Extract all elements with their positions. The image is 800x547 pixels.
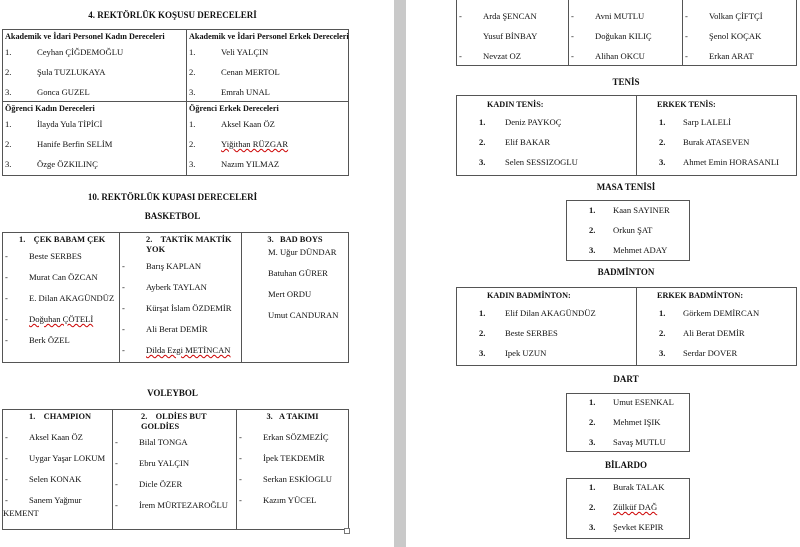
- rank-number: 1.: [659, 308, 666, 318]
- athlete-name: Hanife Berfin SELİM: [37, 139, 113, 149]
- team-rank: 1.: [19, 235, 26, 244]
- volleyball-table: [2, 409, 349, 530]
- list-dash: -: [5, 474, 8, 484]
- left-page: [0, 0, 394, 547]
- rank-number: 2.: [479, 328, 486, 338]
- billiards-table: [566, 478, 690, 539]
- player-name: Selen KONAK: [29, 474, 82, 484]
- list-dash: -: [122, 282, 125, 292]
- rank-number: 1.: [5, 119, 12, 129]
- player-name: Doğukan KILIÇ: [595, 31, 652, 41]
- list-dash: -: [115, 458, 118, 468]
- rank-number: 3.: [5, 87, 12, 97]
- athlete-name: Umut ESENKAL: [613, 397, 674, 407]
- athlete-name: Elif Dilan AKAGÜNDÜZ: [505, 308, 596, 318]
- list-dash: -: [115, 500, 118, 510]
- player-name: Batuhan GÜRER: [268, 268, 328, 278]
- badminton-men-header: ERKEK BADMİNTON:: [657, 291, 744, 300]
- player-name: Alihan OKCU: [595, 51, 645, 61]
- player-name: Uygar Yaşar LOKUM: [29, 453, 106, 463]
- rector-run-table: [2, 29, 349, 176]
- list-dash: -: [5, 432, 8, 442]
- player-name: Barış KAPLAN: [146, 261, 202, 271]
- list-dash: -: [5, 335, 8, 345]
- player-name: Murat Can ÖZCAN: [29, 272, 98, 282]
- team-rank: 2.: [146, 235, 153, 244]
- volleyball-team-3: [237, 410, 349, 530]
- rank-number: 3.: [659, 157, 666, 167]
- badminton-table: [456, 287, 797, 366]
- rank-number: 2.: [659, 137, 666, 147]
- rank-number: 1.: [5, 47, 12, 57]
- rank-number: 3.: [589, 245, 596, 255]
- player-name: Volkan ÇİFTÇİ: [709, 11, 763, 21]
- list-dash: -: [5, 495, 8, 505]
- run-block-header: Öğrenci Erkek Dereceleri: [189, 104, 279, 113]
- player-name: Kazım YÜCEL: [263, 495, 317, 505]
- athlete-name: Mehmet IŞIK: [613, 417, 661, 427]
- list-dash: -: [122, 261, 125, 271]
- dart-results: [567, 394, 690, 452]
- athlete-name: İlayda Yula TİPİCİ: [37, 119, 103, 129]
- athlete-name: Deniz PAYKOÇ: [505, 117, 562, 127]
- run-block-staff-women: [3, 30, 187, 102]
- badminton-women: [457, 288, 637, 366]
- athlete-name: Ceyhan ÇİĞDEMOĞLU: [37, 47, 124, 57]
- athlete-name: Ali Berat DEMİR: [683, 328, 745, 338]
- run-block-header: Öğrenci Kadın Dereceleri: [5, 104, 95, 113]
- player-name: Nevzat OZ: [483, 51, 521, 61]
- athlete-name: Ahmet Emin HORASANLI: [683, 157, 779, 167]
- player-name: Sanem Yağmur: [29, 495, 82, 505]
- rank-number: 1.: [189, 47, 196, 57]
- rank-number: 1.: [479, 308, 486, 318]
- continued-team-table: [456, 0, 797, 66]
- athlete-name: Zülküf DAĞ: [613, 502, 658, 512]
- badminton-women-header: KADIN BADMİNTON:: [487, 291, 571, 300]
- list-dash: -: [122, 324, 125, 334]
- list-dash: -: [239, 432, 242, 442]
- continued-col-1: [457, 0, 569, 66]
- player-name: İpek TEKDEMİR: [263, 453, 325, 463]
- tennis-table: [456, 95, 797, 176]
- basketball-title: BASKETBOL: [144, 211, 201, 221]
- badminton-title: BADMİNTON: [597, 267, 655, 277]
- team-name: A TAKIMI: [279, 412, 319, 421]
- rank-number: 2.: [589, 502, 596, 512]
- player-name: Erkan ARAT: [709, 51, 754, 61]
- athlete-name: Orkun ŞAT: [613, 225, 653, 235]
- player-name: Arda ŞENCAN: [483, 11, 537, 21]
- right-page: [406, 0, 800, 547]
- badminton-men: [637, 288, 797, 366]
- cup-title: 10. REKTÖRLÜK KUPASI DERECELERİ: [87, 192, 258, 202]
- player-name: Umut CANDURAN: [268, 310, 339, 320]
- player-name: E. Dilan AKAGÜNDÜZ: [29, 293, 115, 303]
- list-dash: -: [115, 479, 118, 489]
- athlete-name: Aksel Kaan ÖZ: [221, 119, 275, 129]
- player-name: Bilal TONGA: [139, 437, 188, 447]
- rank-number: 2.: [589, 417, 596, 427]
- player-name: Yusuf BİNBAY: [483, 31, 538, 41]
- volleyball-team-2: [113, 410, 237, 530]
- list-dash: -: [5, 314, 8, 324]
- player-name: Doğuhan ÇÖTELİ: [29, 314, 94, 324]
- rank-number: 2.: [479, 137, 486, 147]
- rank-number: 1.: [479, 117, 486, 127]
- list-dash: -: [685, 31, 688, 41]
- rank-number: 1.: [589, 205, 596, 215]
- tennis-men-header: ERKEK TENİS:: [657, 100, 716, 109]
- list-dash: -: [571, 51, 574, 61]
- rank-number: 2.: [189, 139, 196, 149]
- table-tennis-results: [567, 201, 690, 261]
- rank-number: 3.: [479, 157, 486, 167]
- list-dash: -: [571, 11, 574, 21]
- rank-number: 2.: [659, 328, 666, 338]
- rank-number: 3.: [189, 159, 196, 169]
- athlete-name: Elif BAKAR: [505, 137, 551, 147]
- athlete-name: Burak TALAK: [613, 482, 665, 492]
- player-name: Kürşat İslam ÖZDEMİR: [146, 303, 232, 313]
- basketball-team-1: [3, 233, 120, 363]
- run-block-staff-men: [187, 30, 349, 102]
- table-resize-handle[interactable]: [344, 528, 350, 534]
- team-name: CHAMPION: [43, 412, 92, 421]
- volleyball-title: VOLEYBOL: [147, 388, 198, 398]
- team-rank: 3.: [266, 412, 273, 421]
- athlete-name: Beste SERBES: [505, 328, 558, 338]
- list-dash: -: [239, 474, 242, 484]
- player-name: Ayberk TAYLAN: [146, 282, 207, 292]
- athlete-name: Mehmet ADAY: [613, 245, 668, 255]
- dart-title: DART: [613, 374, 639, 384]
- billiards-title: BİLARDO: [604, 460, 647, 470]
- basketball-table: [2, 232, 349, 363]
- athlete-name: Ipek UZUN: [505, 348, 547, 358]
- list-dash: -: [5, 293, 8, 303]
- list-dash: -: [122, 303, 125, 313]
- continued-col-3: [683, 0, 797, 66]
- tennis-men: [637, 96, 797, 176]
- billiards-results: [567, 479, 690, 539]
- athlete-name: Emrah UNAL: [221, 87, 270, 97]
- athlete-name: Gonca GUZEL: [37, 87, 90, 97]
- tennis-women-header: KADIN TENİS:: [487, 100, 544, 109]
- list-dash: -: [115, 437, 118, 447]
- run-block-student-women: [3, 102, 187, 176]
- player-name: İrem MÜRTEZAROĞLU: [139, 500, 228, 510]
- player-name: Aksel Kaan ÖZ: [29, 432, 83, 442]
- team-name: TAKTİK MAKTİK YOK: [146, 235, 232, 254]
- list-dash: -: [5, 453, 8, 463]
- table-tennis-table: [566, 200, 690, 261]
- athlete-name: Veli YALÇIN: [221, 47, 269, 57]
- table-tennis-title: MASA TENİSİ: [596, 182, 656, 192]
- athlete-name: Burak ATASEVEN: [683, 137, 750, 147]
- player-name: Dicle ÖZER: [139, 479, 183, 489]
- rank-number: 1.: [589, 482, 596, 492]
- athlete-name: Serdar DOVER: [683, 348, 738, 358]
- athlete-name: Cenan MERTOL: [221, 67, 280, 77]
- team-name: BAD BOYS: [279, 235, 323, 244]
- rank-number: 2.: [589, 225, 596, 235]
- team-name: OLDİES BUT GOLDİES: [141, 412, 207, 431]
- rank-number: 2.: [189, 67, 196, 77]
- athlete-name: Şula TUZLUKAYA: [37, 67, 106, 77]
- player-name: Avni MUTLU: [595, 11, 645, 21]
- dart-table: [566, 393, 690, 452]
- basketball-team-2: [120, 233, 242, 363]
- list-dash: -: [571, 31, 574, 41]
- list-dash: -: [122, 345, 125, 355]
- continued-col-2: [569, 0, 683, 66]
- list-dash: -: [685, 11, 688, 21]
- athlete-name: Selen SESSIZOGLU: [505, 157, 578, 167]
- athlete-name: Görkem DEMİRCAN: [683, 308, 760, 318]
- athlete-name: Kaan SAYINER: [613, 205, 670, 215]
- run-block-header: Akademik ve İdari Personel Erkek Dereceleri: [189, 32, 349, 41]
- player-name: Dilda Ezgi METİNCAN: [146, 345, 231, 355]
- athlete-name: Şevket KEPIR: [613, 522, 664, 532]
- rank-number: 2.: [5, 139, 12, 149]
- athlete-name: Sarp LALELİ: [683, 117, 731, 127]
- list-dash: -: [459, 11, 462, 21]
- list-dash: -: [459, 51, 462, 61]
- rank-number: 3.: [589, 522, 596, 532]
- player-name: Ali Berat DEMİR: [146, 324, 208, 334]
- run-block-header: Akademik ve İdari Personel Kadın Dereceleri: [5, 32, 165, 41]
- team-name: ÇEK BABAM ÇEK: [33, 235, 106, 244]
- run-block-student-men: [187, 102, 349, 176]
- list-dash: -: [239, 453, 242, 463]
- rank-number: 3.: [5, 159, 12, 169]
- list-dash: -: [239, 495, 242, 505]
- player-name: Beste SERBES: [29, 251, 82, 261]
- basketball-team-3: [242, 233, 349, 363]
- list-dash: -: [5, 251, 8, 261]
- rank-number: 3.: [589, 437, 596, 447]
- player-name: M. Uğur DÜNDAR: [268, 247, 337, 257]
- tennis-title: TENİS: [612, 77, 640, 87]
- player-name: Ebru YALÇIN: [139, 458, 190, 468]
- rank-number: 3.: [659, 348, 666, 358]
- athlete-name: Özge ÖZKILINÇ: [37, 159, 98, 169]
- rank-number: 1.: [659, 117, 666, 127]
- rank-number: 3.: [479, 348, 486, 358]
- rank-number: 3.: [189, 87, 196, 97]
- player-name: Şenol KOÇAK: [709, 31, 762, 41]
- player-name: Serkan ESKİOGLU: [263, 474, 332, 484]
- rank-number: 2.: [5, 67, 12, 77]
- athlete-name: Yiğithan RÜZGAR: [221, 139, 289, 149]
- player-name: KEMENT: [3, 508, 39, 518]
- athlete-name: Savaş MUTLU: [613, 437, 666, 447]
- player-name: Mert ORDU: [268, 289, 312, 299]
- rank-number: 1.: [189, 119, 196, 129]
- team-rank: 2.: [141, 412, 148, 421]
- team-rank: 1.: [29, 412, 36, 421]
- player-name: Erkan SÖZMEZİÇ: [263, 432, 329, 442]
- athlete-name: Nazım YILMAZ: [221, 159, 280, 169]
- rector-run-title: 4. REKTÖRLÜK KOŞUSU DERECELERİ: [88, 10, 257, 20]
- tennis-women: [457, 96, 637, 176]
- list-dash: -: [685, 51, 688, 61]
- player-name: Berk ÖZEL: [29, 335, 70, 345]
- list-dash: -: [5, 272, 8, 282]
- rank-number: 1.: [589, 397, 596, 407]
- team-rank: 3.: [267, 235, 274, 244]
- volleyball-team-1: [3, 410, 113, 530]
